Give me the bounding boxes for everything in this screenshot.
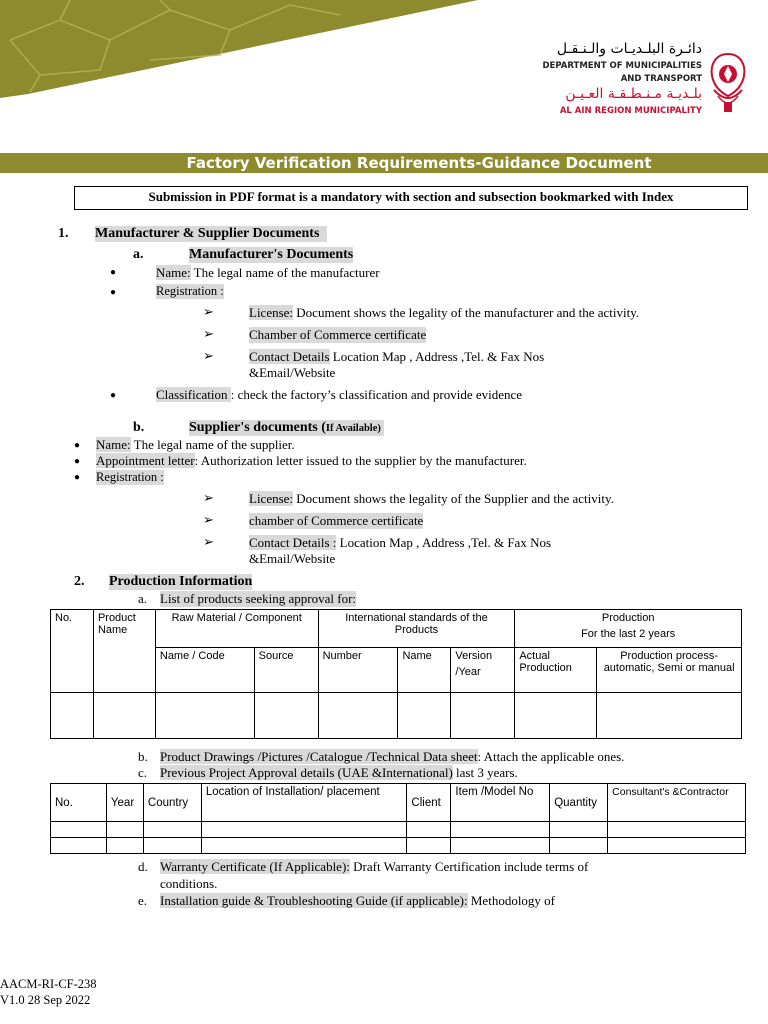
supplier-contact-text-line2: &Email/Website — [249, 551, 336, 566]
bullet-icon: ● — [74, 472, 81, 483]
dept-arabic-name: دائـرة البلـديـات والـنـقـل — [556, 41, 702, 57]
contact-text: Location Map , Address ,Tel. & Fax Nos — [329, 349, 545, 364]
arrow-bullet-icon: ➢ — [203, 305, 214, 320]
bullet-icon: ● — [110, 390, 117, 401]
appointment-label: Appointment letter — [96, 453, 195, 468]
section-2-number: 2. — [74, 574, 85, 589]
section-1-title: Manufacturer & Supplier Documents — [95, 226, 327, 242]
supplier-name-label: Name: — [96, 437, 131, 452]
table-row — [51, 838, 746, 854]
supplier-contact-item — [249, 535, 551, 551]
section-2e-text: Methodology of — [467, 893, 556, 908]
section-2b-label: Product Drawings /Pictures /Catalogue /Technical Data sheet — [160, 749, 478, 764]
contact-details-item — [249, 349, 544, 365]
col-header-production — [515, 610, 742, 648]
section-1b-title-small: If Available) — [325, 423, 381, 434]
classification-label: Classification — [156, 387, 231, 402]
license-item — [249, 305, 639, 321]
bullet-icon: ● — [74, 456, 81, 467]
supplier-contact-text: Location Map , Address ,Tel. & Fax Nos — [336, 535, 552, 550]
col-header-number: Number — [318, 648, 398, 693]
bullet-icon: ● — [110, 267, 117, 278]
appointment-text: : Authorization letter issued to the supplier by the manufacturer. — [194, 453, 527, 468]
arrow-bullet-icon: ➢ — [203, 513, 214, 528]
dept-name-line2: AND TRANSPORT — [620, 74, 702, 84]
section-1a-title: Manufacturer's Documents — [189, 247, 354, 262]
col-header-intl-standards: International standards of the Products — [318, 610, 515, 648]
supplier-name-text: The legal name of the supplier. — [130, 437, 295, 452]
bullet-icon: ● — [74, 440, 81, 451]
supplier-contact-label: Contact Details : — [249, 535, 337, 550]
section-2c-label: Previous Project Approval details (UAE &International) — [160, 765, 453, 780]
section-1-number: 1. — [58, 226, 69, 241]
section-2d-label: Warranty Certificate (If Applicable): — [160, 859, 350, 874]
col-header-item-model: Item /Model No — [451, 784, 550, 822]
supplier-registration-label: Registration : — [96, 470, 164, 484]
document-title: Factory Verification Requirements-Guidance Document — [186, 154, 652, 172]
section-2b-letter: b. — [138, 749, 148, 764]
classification-text: : check the factory’s classification and provide evidence — [230, 387, 523, 402]
section-2a-text: List of products seeking approval for: — [160, 591, 357, 606]
section-2e-letter: e. — [138, 893, 148, 908]
section-2c-item — [160, 765, 518, 781]
col-header-raw-material: Raw Material / Component — [155, 610, 318, 648]
license-text: Document shows the legality of the manufacturer and the activity. — [293, 305, 640, 320]
section-2c-letter: c. — [138, 765, 148, 780]
section-2a-letter: a. — [138, 591, 148, 606]
header-banner-graphic — [0, 0, 480, 100]
col-header-production-process: Production process- automatic, Semi or manual — [597, 648, 742, 693]
col-header-country: Country — [143, 784, 201, 822]
col-header-location: Location of Installation/ placement — [201, 784, 407, 822]
production-sublabel: For the last 2 years — [581, 628, 676, 640]
footer-document-code: AACM-RI-CF-238 — [0, 977, 97, 991]
classification-item — [156, 387, 522, 403]
dept-name-line1: DEPARTMENT OF MUNICIPALITIES — [542, 61, 702, 71]
col-header-actual-production: Actual Production — [515, 648, 597, 693]
col-header-version — [451, 648, 515, 693]
license-label: License: — [249, 305, 294, 320]
col-header-no: No. — [51, 784, 107, 822]
section-2-title: Production Information — [109, 574, 253, 589]
arrow-bullet-icon: ➢ — [203, 327, 214, 342]
region-name: AL AIN REGION MUNICIPALITY — [559, 106, 702, 116]
arrow-bullet-icon: ➢ — [203, 491, 214, 506]
name-label: Name: — [156, 265, 191, 280]
supplier-license-item — [249, 491, 614, 507]
section-2e-label: Installation guide & Troubleshooting Guide (if applicable): — [160, 893, 468, 908]
chamber-item: Chamber of Commerce certificate — [249, 327, 427, 342]
supplier-name-item — [96, 437, 295, 453]
manufacturer-name-item — [156, 265, 380, 281]
region-arabic-name: بلـديـة مـنـطـقـة العـيـن — [565, 86, 702, 102]
version-year-label: /Year — [455, 666, 481, 678]
footer-version: V1.0 28 Sep 2022 — [0, 993, 91, 1007]
section-2d-text-line2: conditions. — [160, 876, 218, 891]
section-2e-item — [160, 893, 555, 909]
contact-label: Contact Details — [249, 349, 330, 364]
section-1b-letter: b. — [133, 420, 145, 435]
col-header-product-name: Product Name — [93, 610, 155, 693]
col-header-name: Name — [398, 648, 451, 693]
registration-label: Registration : — [156, 284, 224, 298]
section-2c-text: last 3 years. — [452, 765, 518, 780]
col-header-name-code: Name / Code — [155, 648, 254, 693]
col-header-year: Year — [106, 784, 143, 822]
supplier-chamber-item: chamber of Commerce certificate — [249, 513, 424, 528]
col-header-consultant: Consultant's &Contractor — [608, 784, 746, 822]
appointment-letter-item — [96, 453, 527, 469]
production-label: Production — [601, 612, 655, 624]
submission-notice: Submission in PDF format is a mandatory with section and subsection bookmarked with Index — [74, 186, 748, 210]
section-2d-text: Draft Warranty Certification include terms of — [349, 859, 589, 874]
section-2b-item — [160, 749, 624, 765]
supplier-license-label: License: — [249, 491, 294, 506]
col-header-source: Source — [254, 648, 318, 693]
version-label: Version — [455, 650, 493, 662]
section-2d-item — [160, 859, 588, 875]
supplier-license-text: Document shows the legality of the Supplier and the activity. — [293, 491, 614, 506]
name-text: The legal name of the manufacturer — [190, 265, 380, 280]
col-header-quantity: Quantity — [550, 784, 608, 822]
col-header-client: Client — [407, 784, 451, 822]
arrow-bullet-icon: ➢ — [203, 349, 214, 364]
table-row — [51, 693, 742, 739]
arrow-bullet-icon: ➢ — [203, 535, 214, 550]
section-2b-text: : Attach the applicable ones. — [477, 749, 625, 764]
section-1b-title-text: Supplier's documents ( — [189, 420, 326, 435]
table-row — [51, 822, 746, 838]
section-2d-letter: d. — [138, 859, 148, 874]
section-1a-letter: a. — [133, 247, 144, 262]
section-1b-title — [189, 420, 384, 436]
products-table — [50, 609, 742, 739]
contact-text-line2: &Email/Website — [249, 365, 336, 380]
abu-dhabi-emblem-icon — [706, 50, 750, 120]
projects-table — [50, 783, 746, 854]
bullet-icon: ● — [110, 287, 117, 298]
col-header-no: No. — [51, 610, 94, 693]
